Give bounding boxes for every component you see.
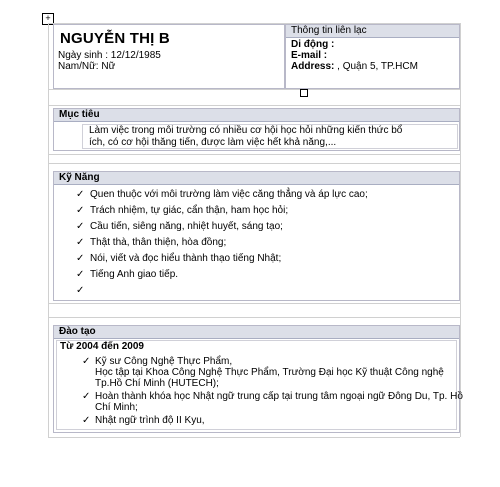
checkmark-icon: ✓ bbox=[82, 391, 91, 402]
address-label: Address: bbox=[291, 61, 335, 72]
education-item-line: Nhật ngữ trình độ II Kyu, bbox=[95, 415, 205, 426]
gender: Nam/Nữ: Nữ bbox=[58, 61, 116, 72]
objective-title: Mục tiêu bbox=[54, 109, 459, 122]
contact-title: Thông tin liên lạc bbox=[286, 25, 459, 38]
mobile-label: Di động : bbox=[291, 39, 335, 50]
skill-item: Quen thuộc với môi trường làm việc căng thẳng và áp lực cao; bbox=[90, 189, 368, 200]
skill-item: Trách nhiệm, tự giác, cẩn thận, ham học hỏi; bbox=[90, 205, 289, 216]
checkmark-icon: ✓ bbox=[76, 189, 85, 200]
education-item-line: Tp.Hồ Chí Minh (HUTECH); bbox=[95, 378, 219, 389]
birth-date: Ngày sinh : 12/12/1985 bbox=[58, 50, 161, 61]
checkmark-icon: ✓ bbox=[82, 415, 91, 426]
grid-line bbox=[48, 303, 460, 304]
checkmark-icon: ✓ bbox=[76, 237, 85, 248]
table-move-handle-icon[interactable]: + bbox=[42, 13, 54, 25]
grid-line bbox=[48, 105, 460, 106]
checkmark-icon: ✓ bbox=[76, 221, 85, 232]
grid-line bbox=[48, 437, 460, 438]
grid-line bbox=[48, 317, 460, 318]
email-label: E-mail : bbox=[291, 50, 328, 61]
education-title: Đào tạo bbox=[54, 326, 459, 339]
grid-line bbox=[48, 89, 460, 90]
education-item-line: Kỹ sư Công Nghệ Thực Phẩm, bbox=[95, 356, 233, 367]
grid-line bbox=[48, 163, 460, 164]
checkmark-icon: ✓ bbox=[76, 285, 85, 296]
checkmark-icon: ✓ bbox=[76, 253, 85, 264]
education-item-line: Hoàn thành khóa học Nhật ngữ trung cấp tại trung tâm ngoại ngữ Đông Du, Tp. Hồ bbox=[95, 391, 463, 402]
checkmark-icon: ✓ bbox=[76, 205, 85, 216]
skill-item: Tiếng Anh giao tiếp. bbox=[90, 269, 179, 280]
objective-line-2: ích, có cơ hội thăng tiến, được làm việc hết khả năng,... bbox=[89, 137, 337, 148]
objective-line-1: Làm việc trong môi trường có nhiều cơ hội học hỏi những kiến thức bổ bbox=[89, 125, 403, 136]
grid-line bbox=[460, 23, 461, 437]
grid-line bbox=[48, 23, 49, 437]
skill-item: Cầu tiến, siêng năng, nhiệt huyết, sáng tạo; bbox=[90, 221, 283, 232]
education-item-line: Học tập tại Khoa Công Nghệ Thực Phẩm, Trường Đại học Kỹ thuật Công nghệ bbox=[95, 367, 444, 378]
skill-item: Thật thà, thân thiện, hòa đồng; bbox=[90, 237, 227, 248]
skill-item: Nói, viết và đọc hiểu thành thạo tiếng Nhật; bbox=[90, 253, 282, 264]
skills-title: Kỹ Năng bbox=[54, 172, 459, 185]
education-period: Từ 2004 đến 2009 bbox=[60, 341, 144, 352]
candidate-name: NGUYỄN THỊ B bbox=[60, 30, 170, 47]
education-item-line: Chí Minh; bbox=[95, 402, 138, 413]
address-row bbox=[291, 61, 418, 72]
checkmark-icon: ✓ bbox=[76, 269, 85, 280]
address-value: , Quận 5, TP.HCM bbox=[337, 61, 418, 72]
checkmark-icon: ✓ bbox=[82, 356, 91, 367]
grid-line bbox=[48, 154, 460, 155]
resize-handle[interactable] bbox=[300, 89, 308, 97]
